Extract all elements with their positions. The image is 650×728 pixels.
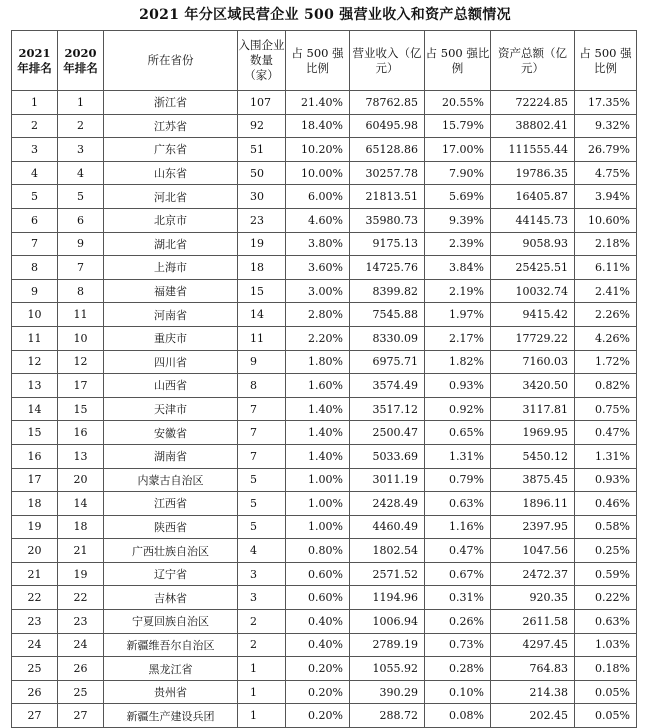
rank-2020-cell: 18 xyxy=(58,515,104,539)
revenue-share-cell: 0.26% xyxy=(425,610,491,634)
revenue-cell: 60495.98 xyxy=(350,114,425,138)
revenue-share-cell: 0.79% xyxy=(425,468,491,492)
table-row xyxy=(12,91,637,115)
rank-2021-cell: 23 xyxy=(12,610,58,634)
table-row xyxy=(12,232,637,256)
table-row xyxy=(12,208,637,232)
table-row xyxy=(12,161,637,185)
company-count-cell: 23 xyxy=(238,208,286,232)
count-share-cell: 10.20% xyxy=(286,138,350,162)
company-count-cell: 1 xyxy=(238,704,286,728)
rank-2020-cell: 20 xyxy=(58,468,104,492)
rank-2020-cell: 14 xyxy=(58,492,104,516)
header-rank-2020: 2020 年排名 xyxy=(58,31,104,91)
assets-share-cell: 4.75% xyxy=(575,161,637,185)
revenue-cell: 1006.94 xyxy=(350,610,425,634)
rank-2021-cell: 25 xyxy=(12,657,58,681)
province-cell: 陕西省 xyxy=(104,515,238,539)
company-count-cell: 15 xyxy=(238,279,286,303)
revenue-cell: 6975.71 xyxy=(350,350,425,374)
header-count-share: 占 500 强比例 xyxy=(286,31,350,91)
rank-2021-cell: 13 xyxy=(12,374,58,398)
revenue-share-cell: 1.97% xyxy=(425,303,491,327)
rank-2020-cell: 1 xyxy=(58,91,104,115)
revenue-share-cell: 0.93% xyxy=(425,374,491,398)
table-row xyxy=(12,138,637,162)
count-share-cell: 3.00% xyxy=(286,279,350,303)
assets-share-cell: 0.46% xyxy=(575,492,637,516)
count-share-cell: 0.20% xyxy=(286,657,350,681)
assets-share-cell: 0.75% xyxy=(575,397,637,421)
count-share-cell: 3.60% xyxy=(286,256,350,280)
rank-2020-cell: 19 xyxy=(58,562,104,586)
assets-cell: 44145.73 xyxy=(491,208,575,232)
table-row xyxy=(12,421,637,445)
assets-share-cell: 2.18% xyxy=(575,232,637,256)
province-cell: 吉林省 xyxy=(104,586,238,610)
table-row xyxy=(12,303,637,327)
assets-share-cell: 9.32% xyxy=(575,114,637,138)
assets-share-cell: 2.41% xyxy=(575,279,637,303)
assets-cell: 111555.44 xyxy=(491,138,575,162)
rank-2021-cell: 1 xyxy=(12,91,58,115)
revenue-share-cell: 0.63% xyxy=(425,492,491,516)
company-count-cell: 18 xyxy=(238,256,286,280)
rank-2020-cell: 15 xyxy=(58,397,104,421)
table-body xyxy=(12,91,637,728)
count-share-cell: 1.40% xyxy=(286,397,350,421)
assets-cell: 920.35 xyxy=(491,586,575,610)
count-share-cell: 1.00% xyxy=(286,492,350,516)
revenue-share-cell: 0.73% xyxy=(425,633,491,657)
table-row xyxy=(12,680,637,704)
revenue-cell: 1194.96 xyxy=(350,586,425,610)
company-count-cell: 3 xyxy=(238,586,286,610)
assets-cell: 19786.35 xyxy=(491,161,575,185)
rank-2020-cell: 9 xyxy=(58,232,104,256)
revenue-cell: 35980.73 xyxy=(350,208,425,232)
rank-2020-cell: 6 xyxy=(58,208,104,232)
table-row xyxy=(12,610,637,634)
assets-cell: 2472.37 xyxy=(491,562,575,586)
assets-cell: 9415.42 xyxy=(491,303,575,327)
assets-cell: 2397.95 xyxy=(491,515,575,539)
table-row xyxy=(12,256,637,280)
assets-cell: 1969.95 xyxy=(491,421,575,445)
rank-2020-cell: 2 xyxy=(58,114,104,138)
province-cell: 河北省 xyxy=(104,185,238,209)
assets-cell: 202.45 xyxy=(491,704,575,728)
rank-2020-cell: 21 xyxy=(58,539,104,563)
assets-cell: 5450.12 xyxy=(491,444,575,468)
assets-cell: 214.38 xyxy=(491,680,575,704)
company-count-cell: 14 xyxy=(238,303,286,327)
rank-2020-cell: 17 xyxy=(58,374,104,398)
count-share-cell: 1.40% xyxy=(286,444,350,468)
province-cell: 山西省 xyxy=(104,374,238,398)
rank-2021-cell: 18 xyxy=(12,492,58,516)
province-cell: 重庆市 xyxy=(104,326,238,350)
province-cell: 新疆生产建设兵团 xyxy=(104,704,238,728)
rank-2021-cell: 27 xyxy=(12,704,58,728)
rank-2021-cell: 6 xyxy=(12,208,58,232)
province-cell: 江苏省 xyxy=(104,114,238,138)
header-company-count: 入围企业数量（家） xyxy=(238,31,286,91)
company-count-cell: 5 xyxy=(238,515,286,539)
province-cell: 天津市 xyxy=(104,397,238,421)
revenue-cell: 4460.49 xyxy=(350,515,425,539)
company-count-cell: 19 xyxy=(238,232,286,256)
rank-2021-cell: 15 xyxy=(12,421,58,445)
rank-2021-cell: 10 xyxy=(12,303,58,327)
rank-2021-cell: 5 xyxy=(12,185,58,209)
company-count-cell: 7 xyxy=(238,444,286,468)
revenue-share-cell: 0.10% xyxy=(425,680,491,704)
rank-2021-cell: 7 xyxy=(12,232,58,256)
table-row xyxy=(12,326,637,350)
company-count-cell: 5 xyxy=(238,468,286,492)
revenue-share-cell: 5.69% xyxy=(425,185,491,209)
assets-cell: 25425.51 xyxy=(491,256,575,280)
company-count-cell: 92 xyxy=(238,114,286,138)
company-count-cell: 2 xyxy=(238,633,286,657)
revenue-share-cell: 7.90% xyxy=(425,161,491,185)
assets-share-cell: 0.82% xyxy=(575,374,637,398)
revenue-cell: 30257.78 xyxy=(350,161,425,185)
province-cell: 山东省 xyxy=(104,161,238,185)
company-count-cell: 1 xyxy=(238,657,286,681)
count-share-cell: 0.20% xyxy=(286,704,350,728)
rank-2021-cell: 3 xyxy=(12,138,58,162)
assets-share-cell: 0.93% xyxy=(575,468,637,492)
revenue-share-cell: 0.08% xyxy=(425,704,491,728)
revenue-share-cell: 3.84% xyxy=(425,256,491,280)
province-cell: 四川省 xyxy=(104,350,238,374)
assets-cell: 72224.85 xyxy=(491,91,575,115)
province-cell: 河南省 xyxy=(104,303,238,327)
table-row xyxy=(12,586,637,610)
assets-cell: 1896.11 xyxy=(491,492,575,516)
count-share-cell: 2.20% xyxy=(286,326,350,350)
province-cell: 浙江省 xyxy=(104,91,238,115)
rank-2021-cell: 9 xyxy=(12,279,58,303)
header-row xyxy=(12,31,637,91)
table-title: 2021 年分区域民营企业 500 强营业收入和资产总额情况 xyxy=(139,7,511,23)
count-share-cell: 6.00% xyxy=(286,185,350,209)
assets-share-cell: 0.22% xyxy=(575,586,637,610)
rank-2020-cell: 8 xyxy=(58,279,104,303)
revenue-share-cell: 1.82% xyxy=(425,350,491,374)
province-cell: 广东省 xyxy=(104,138,238,162)
assets-cell: 764.83 xyxy=(491,657,575,681)
count-share-cell: 4.60% xyxy=(286,208,350,232)
rank-2020-cell: 5 xyxy=(58,185,104,209)
company-count-cell: 5 xyxy=(238,492,286,516)
revenue-cell: 288.72 xyxy=(350,704,425,728)
company-count-cell: 7 xyxy=(238,397,286,421)
rank-2021-cell: 26 xyxy=(12,680,58,704)
rank-2021-cell: 16 xyxy=(12,444,58,468)
count-share-cell: 0.20% xyxy=(286,680,350,704)
rank-2021-cell: 22 xyxy=(12,586,58,610)
table-row xyxy=(12,374,637,398)
revenue-cell: 3517.12 xyxy=(350,397,425,421)
assets-share-cell: 1.31% xyxy=(575,444,637,468)
company-count-cell: 8 xyxy=(238,374,286,398)
assets-cell: 1047.56 xyxy=(491,539,575,563)
company-count-cell: 7 xyxy=(238,421,286,445)
assets-share-cell: 26.79% xyxy=(575,138,637,162)
rank-2021-cell: 17 xyxy=(12,468,58,492)
count-share-cell: 0.60% xyxy=(286,586,350,610)
revenue-share-cell: 1.16% xyxy=(425,515,491,539)
count-share-cell: 1.00% xyxy=(286,515,350,539)
company-count-cell: 3 xyxy=(238,562,286,586)
revenue-cell: 7545.88 xyxy=(350,303,425,327)
assets-share-cell: 10.60% xyxy=(575,208,637,232)
table-row xyxy=(12,279,637,303)
rank-2021-cell: 11 xyxy=(12,326,58,350)
assets-cell: 38802.41 xyxy=(491,114,575,138)
revenue-share-cell: 0.47% xyxy=(425,539,491,563)
rank-2021-cell: 14 xyxy=(12,397,58,421)
rank-2021-cell: 2 xyxy=(12,114,58,138)
table-row xyxy=(12,633,637,657)
header-assets-share: 占 500 强比例 xyxy=(575,31,637,91)
assets-share-cell: 0.25% xyxy=(575,539,637,563)
rank-2021-cell: 12 xyxy=(12,350,58,374)
assets-share-cell: 6.11% xyxy=(575,256,637,280)
revenue-cell: 8330.09 xyxy=(350,326,425,350)
revenue-cell: 14725.76 xyxy=(350,256,425,280)
assets-share-cell: 1.03% xyxy=(575,633,637,657)
revenue-cell: 1055.92 xyxy=(350,657,425,681)
header-province: 所在省份 xyxy=(104,31,238,91)
assets-share-cell: 0.05% xyxy=(575,680,637,704)
rank-2021-cell: 24 xyxy=(12,633,58,657)
rank-2021-cell: 20 xyxy=(12,539,58,563)
rank-2021-cell: 8 xyxy=(12,256,58,280)
revenue-cell: 2789.19 xyxy=(350,633,425,657)
assets-share-cell: 0.58% xyxy=(575,515,637,539)
table-row xyxy=(12,185,637,209)
rank-2020-cell: 26 xyxy=(58,657,104,681)
assets-share-cell: 0.59% xyxy=(575,562,637,586)
rank-2020-cell: 10 xyxy=(58,326,104,350)
province-cell: 湖北省 xyxy=(104,232,238,256)
province-cell: 内蒙古自治区 xyxy=(104,468,238,492)
rank-2020-cell: 4 xyxy=(58,161,104,185)
province-cell: 黑龙江省 xyxy=(104,657,238,681)
assets-share-cell: 1.72% xyxy=(575,350,637,374)
rank-2020-cell: 27 xyxy=(58,704,104,728)
province-cell: 贵州省 xyxy=(104,680,238,704)
revenue-share-cell: 0.92% xyxy=(425,397,491,421)
table-row xyxy=(12,444,637,468)
revenue-share-cell: 9.39% xyxy=(425,208,491,232)
province-cell: 宁夏回族自治区 xyxy=(104,610,238,634)
table-row xyxy=(12,704,637,728)
revenue-cell: 5033.69 xyxy=(350,444,425,468)
revenue-share-cell: 0.28% xyxy=(425,657,491,681)
revenue-share-cell: 20.55% xyxy=(425,91,491,115)
revenue-cell: 2571.52 xyxy=(350,562,425,586)
revenue-cell: 78762.85 xyxy=(350,91,425,115)
revenue-cell: 1802.54 xyxy=(350,539,425,563)
revenue-cell: 390.29 xyxy=(350,680,425,704)
revenue-cell: 2428.49 xyxy=(350,492,425,516)
count-share-cell: 1.00% xyxy=(286,468,350,492)
rank-2020-cell: 16 xyxy=(58,421,104,445)
count-share-cell: 10.00% xyxy=(286,161,350,185)
rank-2021-cell: 4 xyxy=(12,161,58,185)
revenue-share-cell: 2.19% xyxy=(425,279,491,303)
province-cell: 广西壮族自治区 xyxy=(104,539,238,563)
province-cell: 上海市 xyxy=(104,256,238,280)
count-share-cell: 1.40% xyxy=(286,421,350,445)
revenue-cell: 8399.82 xyxy=(350,279,425,303)
count-share-cell: 18.40% xyxy=(286,114,350,138)
company-count-cell: 9 xyxy=(238,350,286,374)
province-cell: 新疆维吾尔自治区 xyxy=(104,633,238,657)
company-count-cell: 11 xyxy=(238,326,286,350)
province-cell: 安徽省 xyxy=(104,421,238,445)
company-count-cell: 107 xyxy=(238,91,286,115)
assets-cell: 17729.22 xyxy=(491,326,575,350)
rank-2020-cell: 13 xyxy=(58,444,104,468)
revenue-share-cell: 2.39% xyxy=(425,232,491,256)
table-row xyxy=(12,114,637,138)
count-share-cell: 3.80% xyxy=(286,232,350,256)
assets-share-cell: 0.47% xyxy=(575,421,637,445)
revenue-cell: 65128.86 xyxy=(350,138,425,162)
province-cell: 北京市 xyxy=(104,208,238,232)
count-share-cell: 0.60% xyxy=(286,562,350,586)
rank-2020-cell: 23 xyxy=(58,610,104,634)
count-share-cell: 2.80% xyxy=(286,303,350,327)
assets-share-cell: 3.94% xyxy=(575,185,637,209)
table-row xyxy=(12,397,637,421)
province-ranking-table xyxy=(11,30,637,728)
rank-2020-cell: 3 xyxy=(58,138,104,162)
assets-share-cell: 0.63% xyxy=(575,610,637,634)
header-rank-2021: 2021 年排名 xyxy=(12,31,58,91)
count-share-cell: 1.60% xyxy=(286,374,350,398)
revenue-cell: 9175.13 xyxy=(350,232,425,256)
revenue-cell: 2500.47 xyxy=(350,421,425,445)
assets-share-cell: 4.26% xyxy=(575,326,637,350)
assets-cell: 3117.81 xyxy=(491,397,575,421)
province-cell: 辽宁省 xyxy=(104,562,238,586)
rank-2021-cell: 21 xyxy=(12,562,58,586)
revenue-share-cell: 1.31% xyxy=(425,444,491,468)
assets-cell: 10032.74 xyxy=(491,279,575,303)
table-row xyxy=(12,468,637,492)
rank-2020-cell: 7 xyxy=(58,256,104,280)
rank-2020-cell: 12 xyxy=(58,350,104,374)
count-share-cell: 0.40% xyxy=(286,633,350,657)
rank-2020-cell: 11 xyxy=(58,303,104,327)
assets-cell: 9058.93 xyxy=(491,232,575,256)
revenue-cell: 21813.51 xyxy=(350,185,425,209)
assets-share-cell: 17.35% xyxy=(575,91,637,115)
count-share-cell: 1.80% xyxy=(286,350,350,374)
count-share-cell: 0.40% xyxy=(286,610,350,634)
rank-2020-cell: 24 xyxy=(58,633,104,657)
header-assets: 资产总额（亿元） xyxy=(491,31,575,91)
revenue-share-cell: 0.67% xyxy=(425,562,491,586)
table-row xyxy=(12,515,637,539)
revenue-share-cell: 17.00% xyxy=(425,138,491,162)
company-count-cell: 30 xyxy=(238,185,286,209)
revenue-cell: 3574.49 xyxy=(350,374,425,398)
table-row xyxy=(12,657,637,681)
assets-cell: 3875.45 xyxy=(491,468,575,492)
company-count-cell: 51 xyxy=(238,138,286,162)
company-count-cell: 4 xyxy=(238,539,286,563)
company-count-cell: 1 xyxy=(238,680,286,704)
table-row xyxy=(12,350,637,374)
province-cell: 湖南省 xyxy=(104,444,238,468)
rank-2020-cell: 22 xyxy=(58,586,104,610)
province-cell: 江西省 xyxy=(104,492,238,516)
company-count-cell: 2 xyxy=(238,610,286,634)
assets-cell: 16405.87 xyxy=(491,185,575,209)
table-row xyxy=(12,562,637,586)
assets-share-cell: 0.18% xyxy=(575,657,637,681)
assets-share-cell: 0.05% xyxy=(575,704,637,728)
province-cell: 福建省 xyxy=(104,279,238,303)
count-share-cell: 0.80% xyxy=(286,539,350,563)
rank-2021-cell: 19 xyxy=(12,515,58,539)
header-revenue: 营业收入（亿元） xyxy=(350,31,425,91)
assets-cell: 7160.03 xyxy=(491,350,575,374)
header-revenue-share: 占 500 强比例 xyxy=(425,31,491,91)
assets-cell: 4297.45 xyxy=(491,633,575,657)
assets-cell: 2611.58 xyxy=(491,610,575,634)
table-row xyxy=(12,492,637,516)
assets-share-cell: 2.26% xyxy=(575,303,637,327)
table-row xyxy=(12,539,637,563)
revenue-share-cell: 0.31% xyxy=(425,586,491,610)
revenue-cell: 3011.19 xyxy=(350,468,425,492)
company-count-cell: 50 xyxy=(238,161,286,185)
count-share-cell: 21.40% xyxy=(286,91,350,115)
revenue-share-cell: 15.79% xyxy=(425,114,491,138)
revenue-share-cell: 2.17% xyxy=(425,326,491,350)
revenue-share-cell: 0.65% xyxy=(425,421,491,445)
assets-cell: 3420.50 xyxy=(491,374,575,398)
rank-2020-cell: 25 xyxy=(58,680,104,704)
